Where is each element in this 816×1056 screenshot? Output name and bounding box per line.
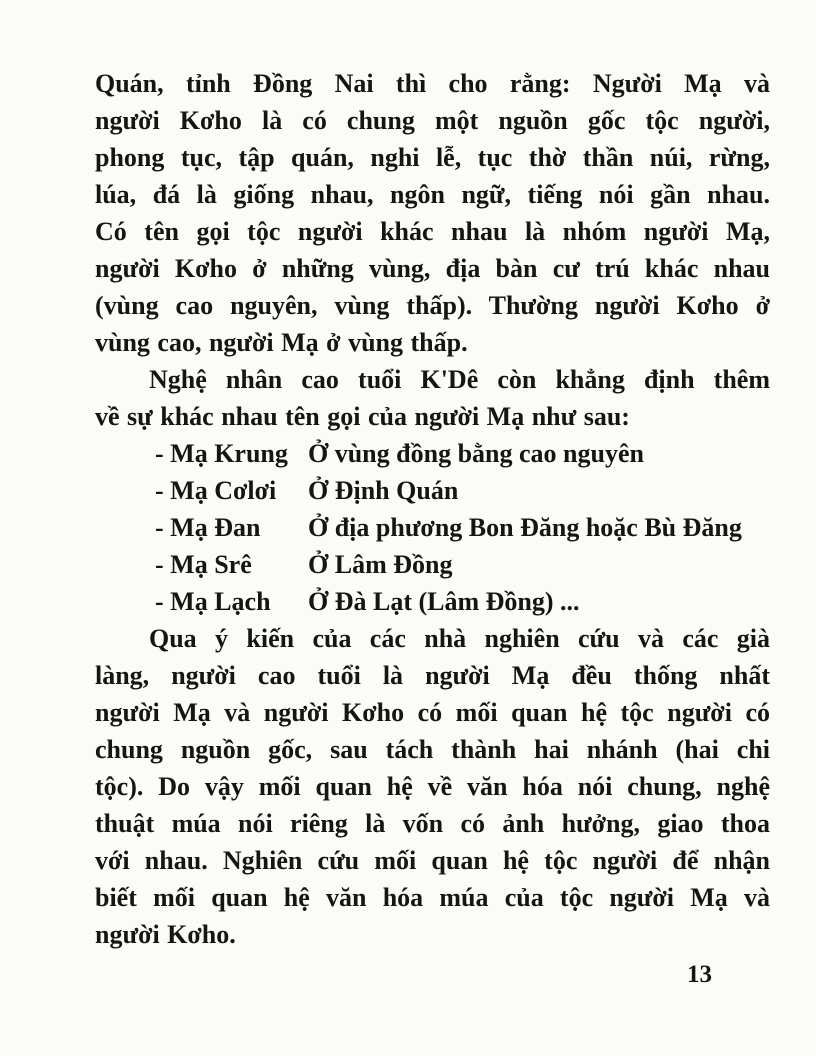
list-item-location: Ở Đà Lạt (Lâm Đồng) ...: [308, 587, 580, 616]
list-item: [95, 583, 770, 620]
paragraph-naming: [95, 361, 770, 435]
list-item: [95, 509, 770, 546]
text-line: chung nguồn gốc, sau tách thành hai nhánh (hai chi: [95, 735, 770, 764]
text-line: người Mạ và người Kơho có mối quan hệ tộc người có: [95, 698, 770, 727]
list-item: [95, 546, 770, 583]
paragraph-intro: [95, 65, 770, 361]
list-item-location: Ở địa phương Bon Đăng hoặc Bù Đăng: [308, 513, 742, 542]
text-line: (vùng cao nguyên, vùng thấp). Thường người Kơho ở: [95, 291, 770, 320]
list-item-name: - Mạ Lạch: [155, 587, 271, 616]
page-number: 13: [687, 961, 712, 988]
list-item: [95, 472, 770, 509]
text-line: phong tục, tập quán, nghi lễ, tục thờ thần núi, rừng,: [95, 143, 770, 172]
list-item-location: Ở Định Quán: [308, 476, 459, 505]
list-item-name: - Mạ Cơlơi: [155, 476, 277, 505]
text-line: người Kơho là có chung một nguồn gốc tộc người,: [95, 106, 770, 135]
text-line: biết mối quan hệ văn hóa múa của tộc người Mạ và: [95, 883, 770, 912]
text-line: người Kơho ở những vùng, địa bàn cư trú khác nhau: [95, 254, 770, 283]
list-item: [95, 435, 770, 472]
list-item-name: - Mạ Krung: [155, 439, 288, 468]
text-line: vùng cao, người Mạ ở vùng thấp.: [95, 328, 468, 357]
text-line: Quán, tỉnh Đồng Nai thì cho rằng: Người Mạ và: [95, 69, 770, 98]
paragraph-conclusion: [95, 620, 770, 953]
list-item-name: - Mạ Srê: [155, 550, 252, 579]
text-line: người Kơho.: [95, 920, 236, 949]
text-line: với nhau. Nghiên cứu mối quan hệ tộc người để nhận: [95, 846, 770, 875]
text-line: Nghệ nhân cao tuổi K'Dê còn khẳng định thêm: [149, 365, 770, 394]
text-block: [95, 65, 770, 953]
text-line: tộc). Do vậy mối quan hệ về văn hóa nói chung, nghệ: [95, 772, 770, 801]
text-line: Có tên gọi tộc người khác nhau là nhóm người Mạ,: [95, 217, 770, 246]
list-item-location: Ở Lâm Đồng: [308, 550, 453, 579]
text-line: lúa, đá là giống nhau, ngôn ngữ, tiếng nói gần nhau.: [95, 180, 770, 209]
text-line: về sự khác nhau tên gọi của người Mạ như sau:: [95, 402, 630, 431]
text-line: làng, người cao tuổi là người Mạ đều thống nhất: [95, 661, 770, 690]
text-line: Qua ý kiến của các nhà nghiên cứu và các già: [149, 624, 770, 653]
list-item-location: Ở vùng đồng bằng cao nguyên: [308, 439, 644, 468]
text-line: thuật múa nói riêng là vốn có ảnh hưởng, giao thoa: [95, 809, 770, 838]
ma-subgroup-list: [95, 435, 770, 620]
list-item-name: - Mạ Đan: [155, 513, 261, 542]
